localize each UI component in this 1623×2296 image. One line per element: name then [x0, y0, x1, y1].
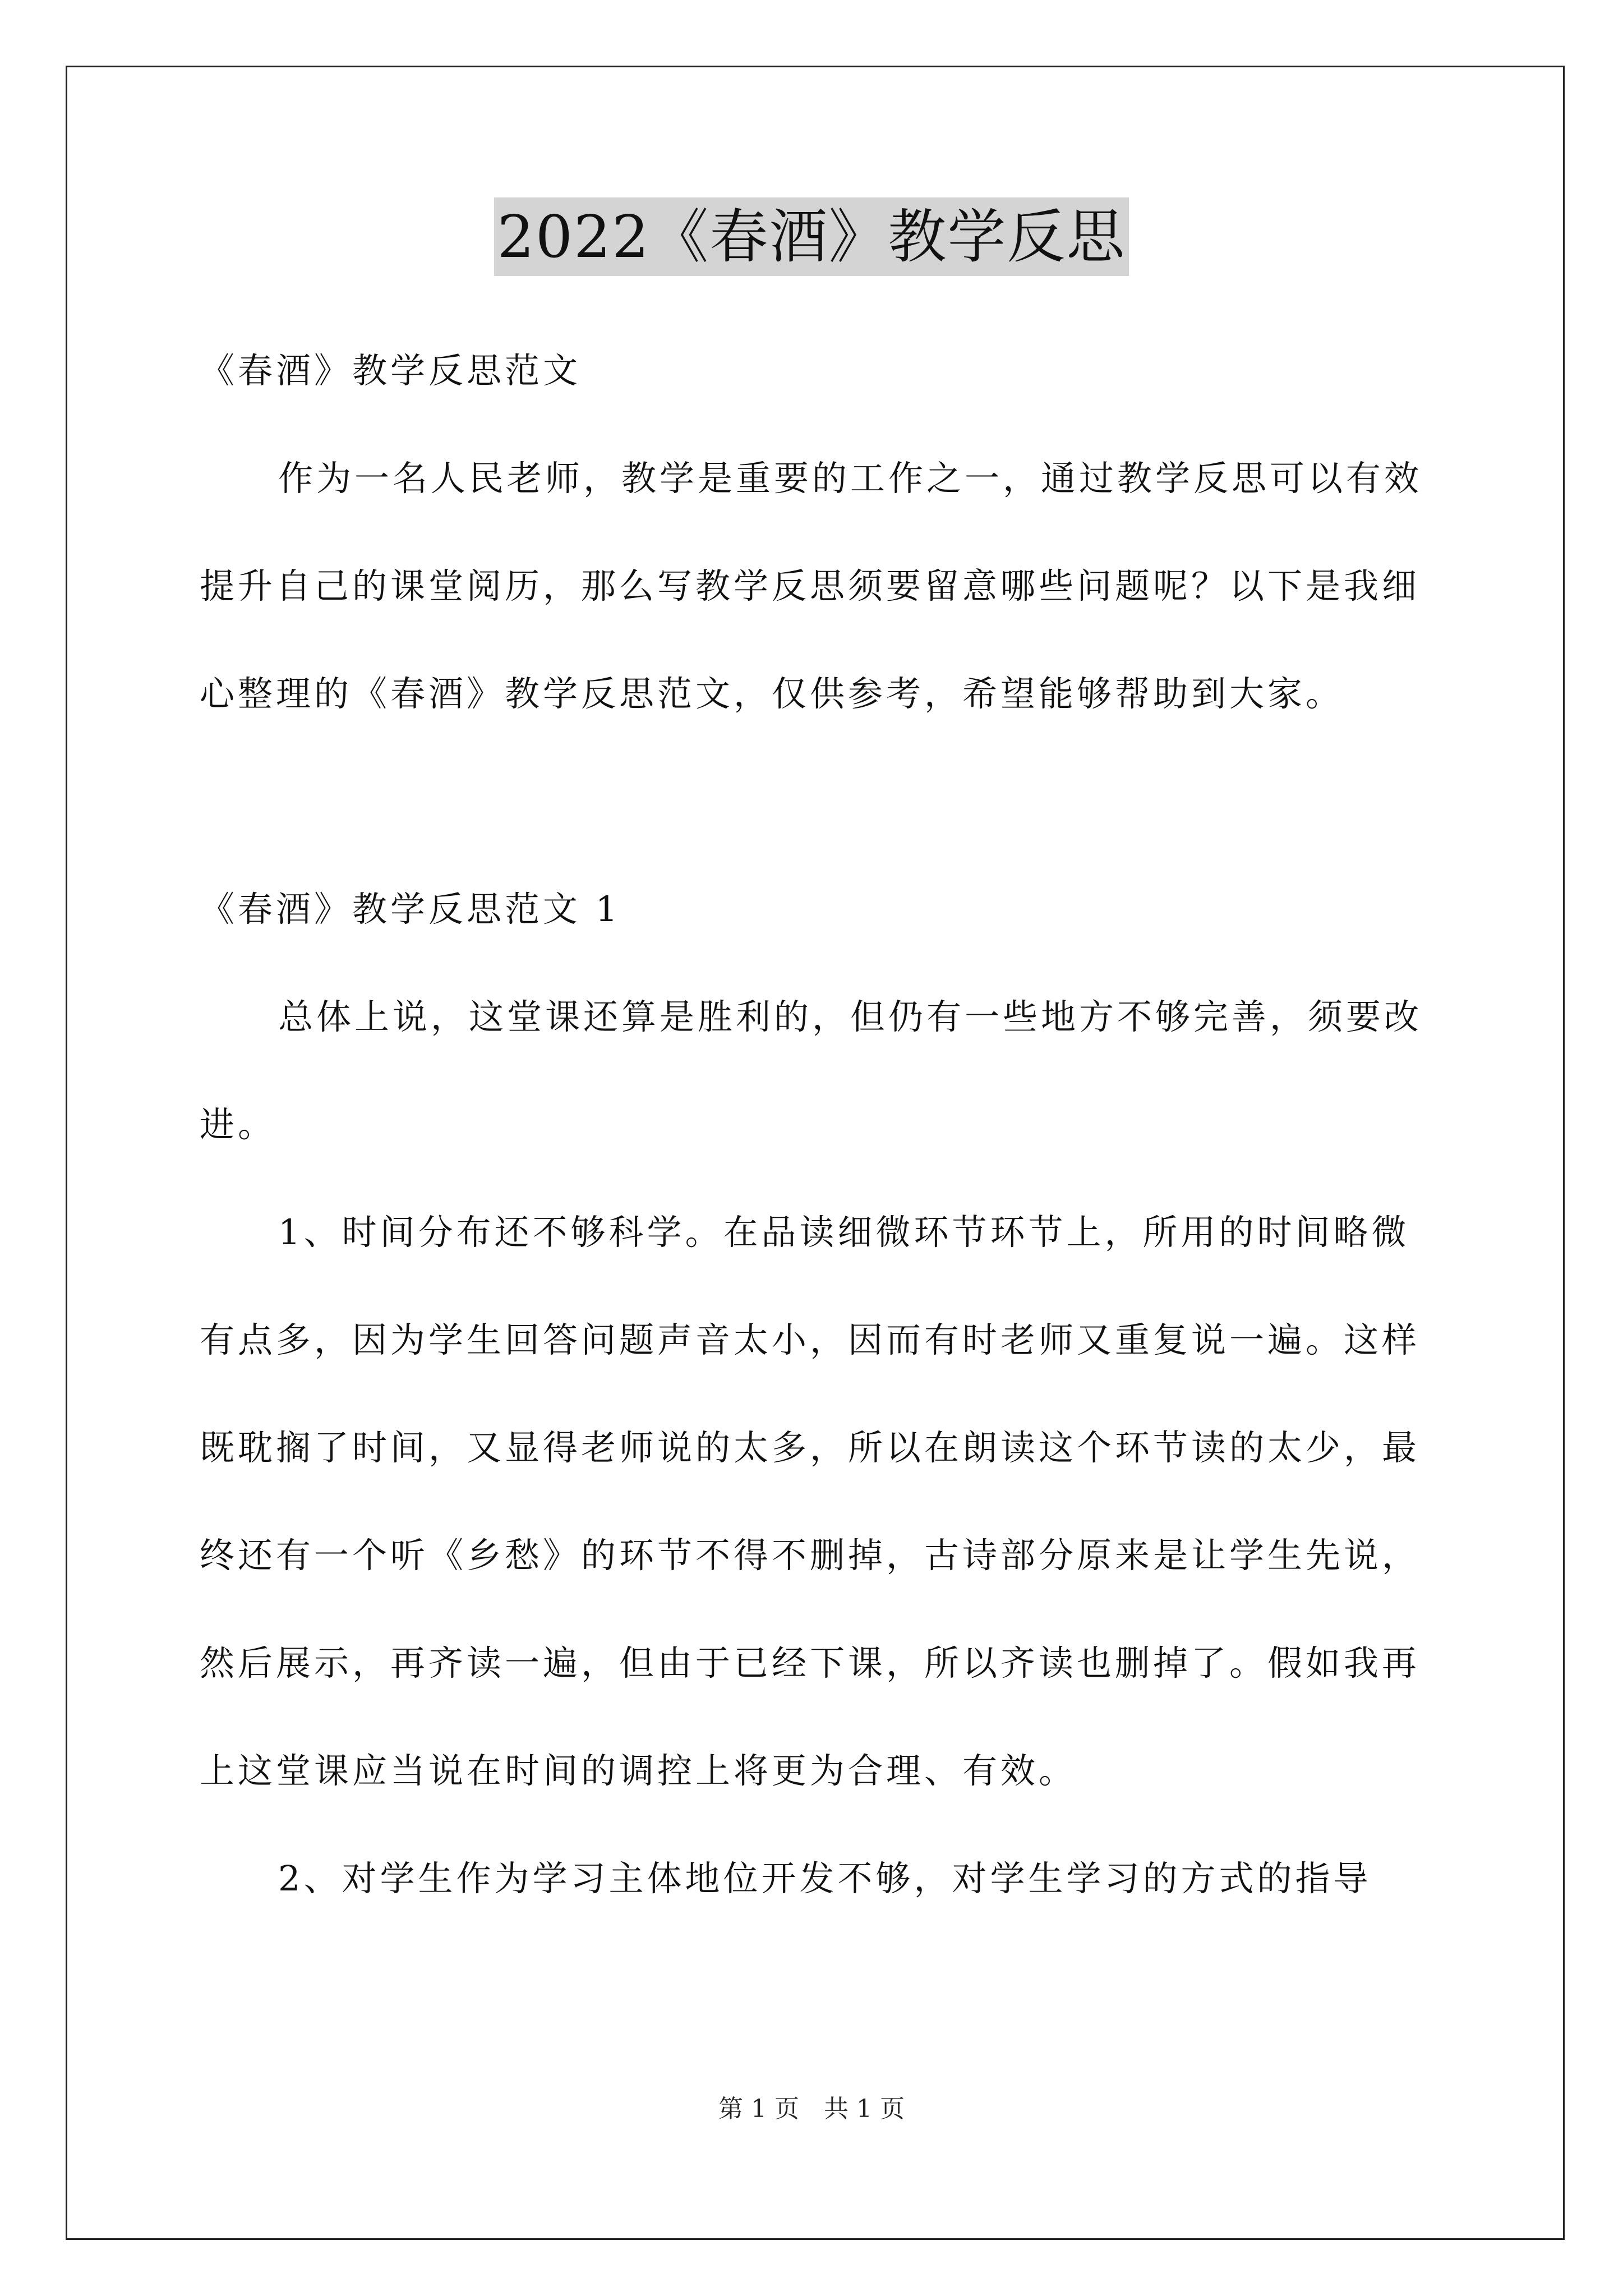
page-footer: 第 1 页 共 1 页	[718, 2095, 905, 2123]
body-paragraph-3: 2、对学生作为学习主体地位开发不够，对学生学习的方式的指导	[278, 1858, 1372, 1899]
document-body	[200, 317, 1433, 1932]
intro-paragraph: 作为一名人民老师，教学是重要的工作之一，通过教学反思可以有效提升自己的课堂阅历，那么写教学反思须要留意哪些问题呢？以下是我细心整理的《春酒》教学反思范文，仅供参考，希望能够帮助到大家。	[200, 458, 1423, 714]
subheading-1: 《春酒》教学反思范文 1	[200, 889, 621, 930]
title-container	[0, 197, 1623, 276]
paragraph-gap	[200, 748, 1433, 855]
body-paragraph-2: 1、时间分布还不够科学。在品读细微环节环节上，所用的时间略微有点多，因为学生回答问题声音太小，因而有时老师又重复说一遍。这样既耽搁了时间，又显得老师说的太多，所以在朗读这个环节读的太少，最终还有一个听《乡愁》的环节不得不删掉，古诗部分原来是让学生先说，然后展示，再齐读一遍，但由于已经下课，所以齐读也删掉了。假如我再上这堂课应当说在时间的调控上将更为合理、有效。	[200, 1212, 1421, 1791]
body-paragraph-1: 总体上说，这堂课还算是胜利的，但仍有一些地方不够完善，须要改进。	[200, 996, 1423, 1145]
document-title: 2022《春酒》教学反思	[494, 197, 1129, 276]
section-heading: 《春酒》教学反思范文	[200, 350, 582, 391]
